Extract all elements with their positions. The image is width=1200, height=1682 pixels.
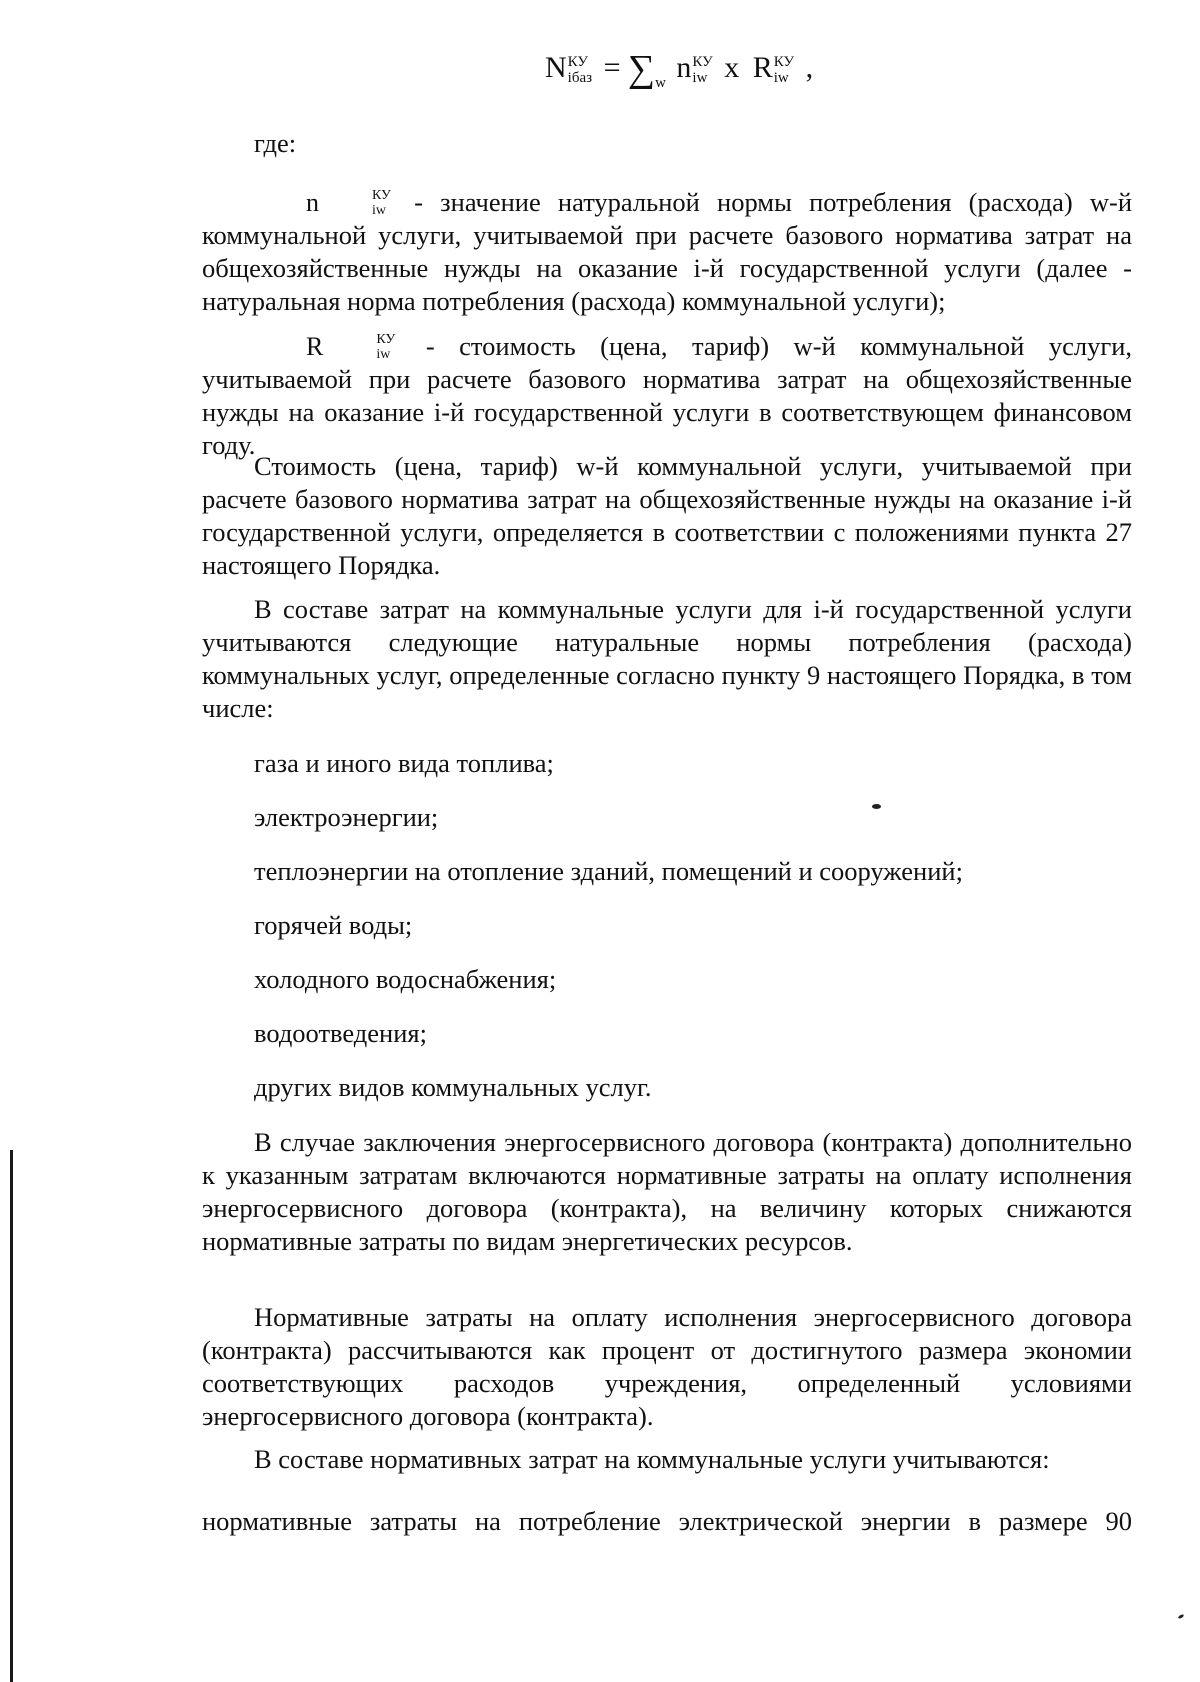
- list-item: электроэнергии;: [254, 802, 439, 832]
- def-r-sup: КУ: [376, 331, 396, 347]
- formula-lhs-sub: iбаз: [567, 70, 593, 87]
- list-item: водоотведения;: [254, 1018, 427, 1048]
- def-r-sub: iw: [376, 346, 391, 362]
- def-n-base: n: [306, 188, 319, 217]
- paragraph-energy-contract: В случае заключения энергосервисного договора (контракта) дополнительно к указанным затратам включаются нормативные затраты на оплату исполнения энергосервисного договора (контракта), на величину которых снижаются нормативные затраты по видам энергетических ресурсов.: [202, 1127, 1132, 1256]
- formula-sum-sub: w: [655, 75, 666, 91]
- formula-n-sup: КУ: [692, 54, 713, 71]
- definition-r: [202, 330, 1132, 462]
- formula-nku-base: [545, 48, 813, 103]
- formula-lhs-sup: КУ: [567, 54, 588, 71]
- list-item: холодного водоснабжения;: [254, 964, 557, 994]
- formula-r-sup: КУ: [773, 54, 795, 71]
- def-n-sub: iw: [372, 202, 386, 218]
- formula-sum-symbol: ∑: [627, 48, 656, 90]
- scan-speck: [1178, 1614, 1185, 1620]
- list-item: теплоэнергии на отопление зданий, помещений и сооружений;: [254, 856, 963, 886]
- def-r-symbol: [254, 330, 395, 363]
- where-label: где:: [254, 128, 297, 158]
- list-item: других видов коммунальных услуг.: [254, 1072, 652, 1102]
- def-n-symbol: [254, 186, 391, 219]
- paragraph-included: В составе нормативных затрат на коммунальные услуги учитываются:: [254, 1444, 1050, 1474]
- def-r-base: R: [306, 332, 324, 361]
- formula-n-sub: iw: [692, 70, 708, 87]
- formula-comma: ,: [805, 51, 814, 84]
- def-n-text: - значение натуральной нормы потребления (расхода) w-й коммунальной услуги, учитываемой при расчете базового норматива затрат на общехозяйственные нужды на оказание i-й государственной услуги (далее - натуральная норма потребления (расхода) коммунальной услуги);: [202, 187, 1132, 316]
- formula-lhs: [545, 48, 592, 88]
- def-n-sup: КУ: [372, 187, 391, 203]
- list-item: газа и иного вида топлива;: [254, 748, 554, 778]
- formula-r-term: [753, 48, 794, 88]
- formula-r-sub: iw: [773, 70, 789, 87]
- paragraph-composition: В составе затрат на коммунальные услуги для i-й государственной услуги учитываются следующие натуральные нормы потребления (расхода) коммунальных услуг, определенные согласно пункту 9 настоящего Порядка, в том числе:: [202, 594, 1132, 723]
- list-item: горячей воды;: [254, 910, 413, 940]
- paragraph-cost: Стоимость (цена, тариф) w-й коммунальной услуги, учитываемой при расчете базового норматива затрат на общехозяйственные нужды на оказание i-й государственной услуги, определяется в соответствии с положениями пункта 27 настоящего Порядка.: [202, 451, 1132, 580]
- formula-times: x: [724, 51, 740, 84]
- paragraph-last-line: нормативные затраты на потребление электрической энергии в размере 90: [202, 1506, 1132, 1536]
- formula-n-base: n: [676, 51, 692, 84]
- scan-speck: [872, 804, 881, 809]
- paragraph-energy-costs: Нормативные затраты на оплату исполнения энергосервисного договора (контракта) рассчитываются как процент от достигнутого размера экономии соответствующих расходов учреждения, определенный условиями энергосервисного договора (контракта).: [202, 1302, 1132, 1431]
- formula-lhs-base: N: [545, 51, 567, 84]
- formula-r-base: R: [752, 51, 773, 84]
- definition-n: [202, 186, 1132, 318]
- def-r-text: - стоимость (цена, тариф) w-й коммунальной услуги, учитываемой при расчете базового норматива затрат на общехозяйственные нужды на оказание i-й государственной услуги в соответствующем финансовом году.: [202, 331, 1133, 460]
- formula-n-term: [676, 48, 712, 88]
- formula-equals: =: [603, 51, 621, 84]
- scan-edge-line: [10, 1150, 13, 1682]
